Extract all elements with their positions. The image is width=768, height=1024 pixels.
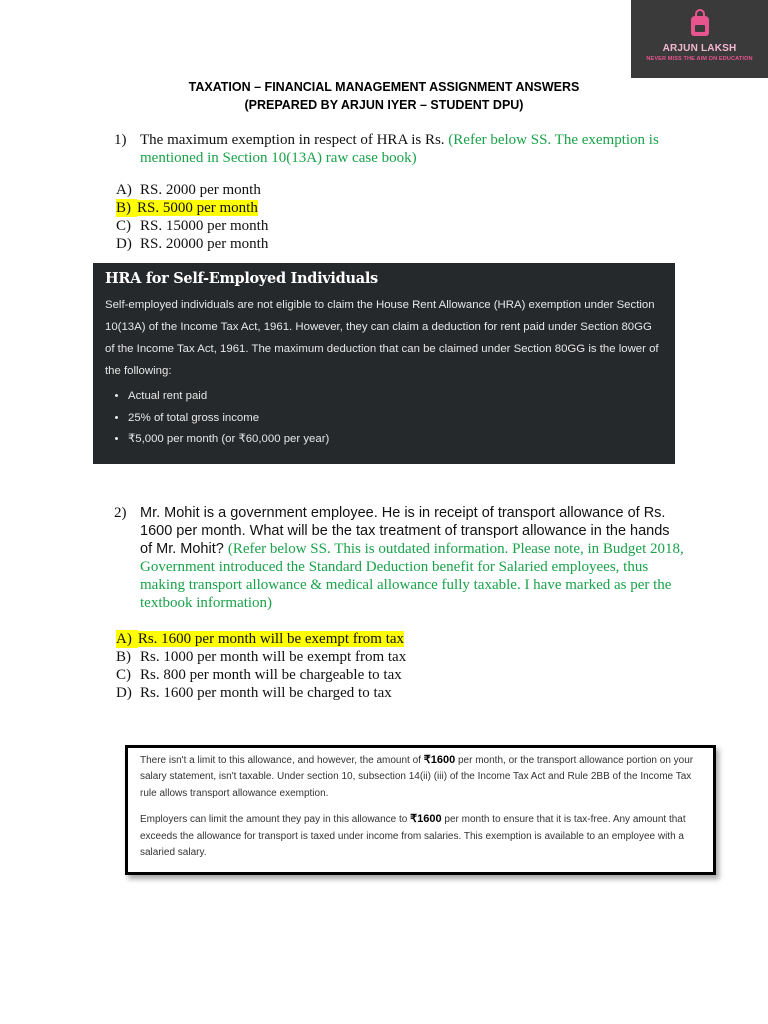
screenshot-bullet-list bbox=[105, 386, 663, 451]
list-item: • ₹5,000 per month (or ₹60,000 per year) bbox=[128, 429, 663, 451]
question-1-options bbox=[116, 181, 268, 253]
hra-reference-screenshot bbox=[93, 263, 675, 464]
question-note: (Refer below SS. This is outdated information. Please note, in Budget 2018, Government introduced the Standard Deduction benefit for Salaried employees, thus making transport allowance & medical allowance fully taxable. I have marked as per the textbook information) bbox=[140, 541, 684, 611]
option-a: A) RS. 2000 per month bbox=[116, 182, 261, 198]
question-note: (Refer below SS. The exemption is mentioned in Section 10(13A) raw case book) bbox=[140, 132, 659, 166]
brand-logo bbox=[631, 0, 768, 78]
option-a-answer: A) Rs. 1600 per month will be exempt from tax bbox=[116, 631, 405, 647]
list-item: • Actual rent paid bbox=[128, 386, 663, 408]
question-2-options bbox=[116, 630, 406, 702]
transport-allowance-screenshot bbox=[125, 745, 716, 875]
option-d: D) RS. 20000 per month bbox=[116, 236, 269, 252]
logo-tagline: NEVER MISS THE AIM ON EDUCATION bbox=[646, 56, 753, 62]
screenshot-paragraph-2: Employers can limit the amount they pay in this allowance to ₹1600 per month to ensure that it is tax-free. Any amount that exceeds the allowance for transport is taxed under income from salaries. This exemption is available to an employee with a salaried salary. bbox=[140, 813, 686, 859]
option-d: D) Rs. 1600 per month will be charged to tax bbox=[116, 685, 392, 701]
screenshot-paragraph: Self-employed individuals are not eligible to claim the House Rent Allowance (HRA) exemption under Section 10(13A) of the Income Tax Act, 1961. However, they can claim a deduction for rent paid under Section 80GG of the Income Tax Act, 1961. The maximum deduction that can be claimed under Section 80GG is the lower of the following: bbox=[105, 299, 659, 377]
question-text: Mr. Mohit is a government employee. He is in receipt of transport allowance of Rs. 1600 per month. What will be the tax treatment of transport allowance in the hands of Mr. Mohit? bbox=[140, 505, 670, 557]
screenshot-title: HRA for Self-Employed Individuals bbox=[105, 270, 378, 287]
option-c: C) RS. 15000 per month bbox=[116, 218, 269, 234]
logo-name: ARJUN LAKSH bbox=[662, 43, 737, 54]
screenshot-paragraph-1: There isn't a limit to this allowance, and however, the amount of ₹1600 per month, or the transport allowance portion on your salary statement, isn't taxable. Under section 10, subsection 14(ii) (iii) of the Income Tax Act and Rule 2BB of the Income Tax rule allows transport allowance exemption. bbox=[140, 754, 694, 799]
document-subtitle: (PREPARED BY ARJUN IYER – STUDENT DPU) bbox=[244, 98, 524, 112]
option-b-answer: B) RS. 5000 per month bbox=[116, 200, 258, 216]
option-b: B) Rs. 1000 per month will be exempt from tax bbox=[116, 649, 407, 665]
question-number: 2) bbox=[114, 505, 127, 521]
question-2 bbox=[114, 504, 684, 612]
question-number: 1) bbox=[114, 132, 127, 148]
question-1 bbox=[114, 131, 684, 167]
option-c: C) Rs. 800 per month will be chargeable to tax bbox=[116, 667, 402, 683]
list-item: • 25% of total gross income bbox=[128, 408, 663, 430]
question-text: The maximum exemption in respect of HRA is Rs. bbox=[140, 132, 449, 148]
document-title: TAXATION – FINANCIAL MANAGEMENT ASSIGNMENT ANSWERS bbox=[188, 80, 580, 94]
school-bag-icon bbox=[687, 6, 713, 40]
